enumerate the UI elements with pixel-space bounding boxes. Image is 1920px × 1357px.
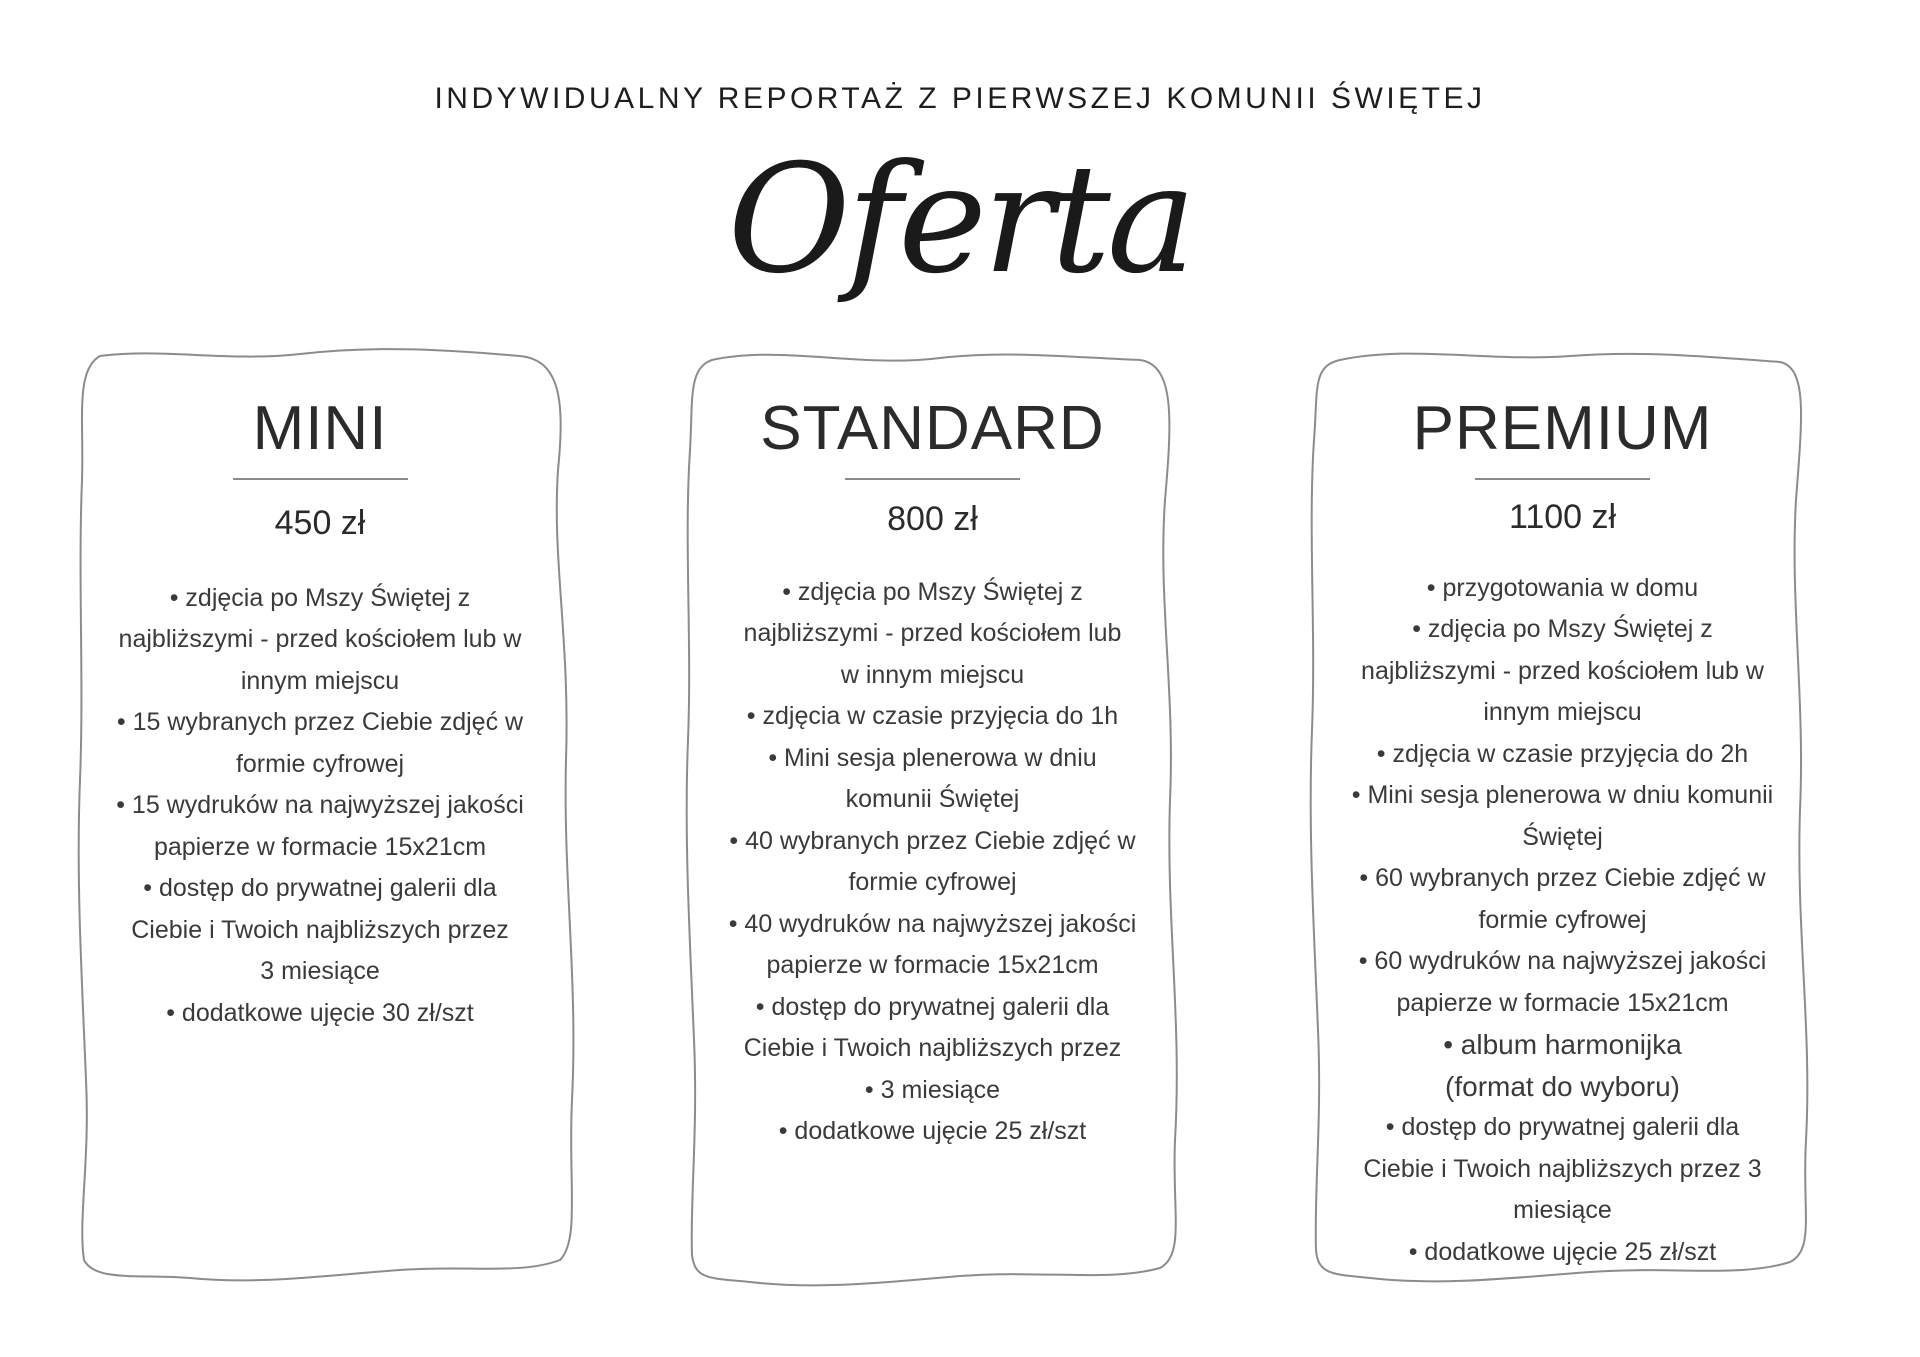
feature-line: • dodatkowe ujęcie 30 zł/szt	[166, 998, 474, 1027]
package-price: 450 zł	[274, 503, 366, 542]
feature-line: • dostęp do prywatnej galerii dla	[755, 992, 1110, 1021]
feature-line: • 60 wybranych przez Ciebie zdjęć w	[1359, 864, 1766, 892]
feature-line: • przygotowania w domu	[1426, 573, 1699, 602]
title-divider	[1475, 478, 1650, 480]
feature-line: Ciebie i Twoich najbliższych przez	[743, 1034, 1122, 1062]
package-card-premium	[1335, 394, 1790, 1273]
page-header: INDYWIDUALNY REPORTAŻ Z PIERWSZEJ KOMUNII ŚWIĘTEJ	[434, 82, 1486, 115]
offer-script-title: Oferta	[727, 133, 1193, 307]
feature-line: 3 miesiące	[260, 957, 380, 985]
feature-line: • Mini sesja plenerowa w dniu	[768, 743, 1097, 772]
package-name: PREMIUM	[1412, 394, 1713, 463]
feature-line: • 15 wydruków na najwyższej jakości	[116, 791, 524, 819]
feature-line: • 40 wybranych przez Ciebie zdjęć w	[729, 826, 1136, 855]
package-name: MINI	[252, 394, 388, 463]
feature-list	[1335, 568, 1790, 1274]
feature-line: najbliższymi - przed kościołem lub w	[118, 625, 522, 653]
feature-line: (format do wyboru)	[1445, 1070, 1680, 1102]
feature-line: komunii Świętej	[845, 785, 1020, 813]
feature-line: Ciebie i Twoich najbliższych przez	[131, 915, 509, 944]
feature-line: • dostęp do prywatnej galerii dla	[1385, 1113, 1740, 1141]
feature-line: • 60 wydruków na najwyższej jakości	[1358, 947, 1767, 975]
feature-line: • 15 wybranych przez Ciebie zdjęć w	[116, 708, 524, 736]
package-card-mini	[100, 394, 540, 1034]
feature-line: papierze w formacie 15x21cm	[766, 951, 1099, 979]
feature-line: • album harmonijka	[1443, 1029, 1682, 1060]
feature-line: • dostęp do prywatnej galerii dla	[143, 874, 497, 902]
feature-line: • zdjęcia po Mszy Świętej z	[169, 583, 471, 612]
feature-line: • Mini sesja plenerowa w dniu komunii	[1351, 781, 1774, 809]
feature-line: • zdjęcia po Mszy Świętej z	[1412, 615, 1713, 643]
title-divider	[233, 478, 408, 480]
feature-line: w innym miejscu	[840, 660, 1025, 689]
feature-line: • 3 miesiące	[864, 1075, 1001, 1104]
feature-line: innym miejscu	[1483, 698, 1642, 726]
feature-list	[100, 578, 540, 1035]
package-name: STANDARD	[760, 394, 1105, 463]
feature-line: • dodatkowe ujęcie 25 zł/szt	[778, 1117, 1087, 1145]
feature-line: • dodatkowe ujęcie 25 zł/szt	[1408, 1237, 1717, 1266]
feature-line: • zdjęcia w czasie przyjęcia do 1h	[746, 702, 1119, 730]
feature-line: innym miejscu	[240, 666, 400, 695]
feature-line: papierze w formacie 15x21cm	[1396, 988, 1729, 1017]
package-price: 800 zł	[887, 499, 978, 538]
feature-line: • zdjęcia w czasie przyjęcia do 2h	[1376, 739, 1749, 768]
feature-list	[710, 572, 1155, 1153]
feature-line: formie cyfrowej	[848, 868, 1017, 896]
feature-line: formie cyfrowej	[235, 749, 405, 778]
feature-line: papierze w formacie 15x21cm	[153, 832, 487, 861]
feature-line: Ciebie i Twoich najbliższych przez 3	[1363, 1154, 1762, 1183]
feature-line: najbliższymi - przed kościołem lub w	[1361, 656, 1764, 685]
feature-line: • 40 wydruków na najwyższej jakości	[728, 909, 1137, 938]
title-divider	[845, 478, 1020, 480]
package-price: 1100 zł	[1508, 497, 1617, 536]
feature-line: miesiące	[1513, 1196, 1612, 1224]
feature-line: Świętej	[1522, 822, 1603, 851]
feature-line: • zdjęcia po Mszy Świętej z	[782, 577, 1083, 606]
feature-line: formie cyfrowej	[1478, 905, 1647, 934]
package-card-standard	[710, 394, 1155, 1153]
feature-line: najbliższymi - przed kościołem lub	[743, 619, 1122, 647]
